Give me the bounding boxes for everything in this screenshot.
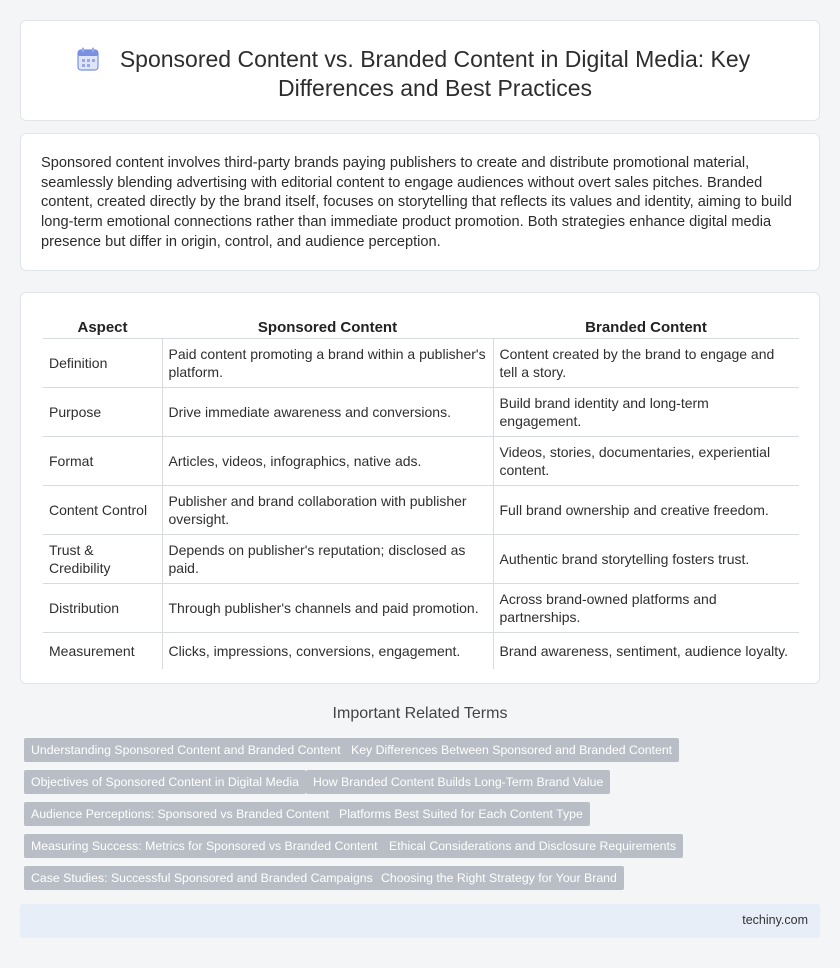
- branded-cell: Authentic brand storytelling fosters trust.: [493, 534, 799, 583]
- related-term-link[interactable]: How Branded Content Builds Long-Term Brand Value: [306, 770, 610, 794]
- related-terms-heading: Important Related Terms: [332, 705, 508, 722]
- related-term-link[interactable]: Objectives of Sponsored Content in Digital Media: [24, 770, 306, 794]
- sponsored-cell: Clicks, impressions, conversions, engagement.: [162, 632, 493, 669]
- footer: [20, 904, 820, 938]
- page-title-line-1: Sponsored Content vs. Branded Content in Digital Media: Key: [119, 46, 751, 72]
- branded-cell: Build brand identity and long-term engagement.: [493, 387, 799, 436]
- table-row: [43, 534, 799, 583]
- table-row: [43, 338, 799, 387]
- sponsored-cell: Paid content promoting a brand within a publisher's platform.: [162, 338, 493, 387]
- sponsored-cell: Through publisher's channels and paid promotion.: [162, 583, 493, 632]
- branded-cell: Videos, stories, documentaries, experiential content.: [493, 436, 799, 485]
- aspect-cell: Trust & Credibility: [43, 534, 162, 583]
- header-sponsored: Sponsored Content: [162, 315, 493, 338]
- related-term-link[interactable]: Choosing the Right Strategy for Your Brand: [374, 866, 624, 890]
- header-branded: Branded Content: [493, 315, 799, 338]
- comparison-table: [43, 315, 799, 669]
- related-term-link[interactable]: Audience Perceptions: Sponsored vs Branded Content: [24, 802, 336, 826]
- aspect-cell: Distribution: [43, 583, 162, 632]
- page-title-line-2: Differences and Best Practices: [277, 75, 593, 101]
- header-aspect: Aspect: [43, 315, 162, 338]
- related-term-link[interactable]: Ethical Considerations and Disclosure Requirements: [382, 834, 683, 858]
- aspect-cell: Measurement: [43, 632, 162, 669]
- related-term-link[interactable]: Case Studies: Successful Sponsored and Branded Campaigns: [24, 866, 380, 890]
- table-header-row: [43, 315, 799, 338]
- branded-cell: Content created by the brand to engage and tell a story.: [493, 338, 799, 387]
- table-row: [43, 436, 799, 485]
- title-card: [20, 20, 820, 121]
- branded-cell: Full brand ownership and creative freedom.: [493, 485, 799, 534]
- sponsored-cell: Drive immediate awareness and conversions.: [162, 387, 493, 436]
- sponsored-cell: Publisher and brand collaboration with publisher oversight.: [162, 485, 493, 534]
- page-title: [91, 45, 779, 103]
- sponsored-cell: Depends on publisher's reputation; disclosed as paid.: [162, 534, 493, 583]
- table-row: [43, 583, 799, 632]
- intro-card: [20, 133, 820, 271]
- table-row: [43, 485, 799, 534]
- related-term-link[interactable]: Understanding Sponsored Content and Branded Content: [24, 738, 348, 762]
- related-term-link[interactable]: Key Differences Between Sponsored and Branded Content: [344, 738, 679, 762]
- branded-cell: Brand awareness, sentiment, audience loyalty.: [499, 642, 788, 659]
- aspect-cell: Definition: [43, 338, 162, 387]
- comparison-card: [20, 292, 820, 684]
- related-term-link[interactable]: Platforms Best Suited for Each Content Type: [332, 802, 590, 826]
- related-term-link[interactable]: Measuring Success: Metrics for Sponsored vs Branded Content: [24, 834, 385, 858]
- aspect-cell: Format: [43, 436, 162, 485]
- sponsored-cell: Articles, videos, infographics, native ads.: [162, 436, 493, 485]
- footer-site-name: techiny.com: [742, 913, 808, 927]
- aspect-cell: Purpose: [43, 387, 162, 436]
- intro-paragraph: Sponsored content involves third-party brands paying publishers to create and distribute promotional material, seamlessly blending advertising with editorial content to engage audiences without overt sales pitches. Branded content, created directly by the brand itself, focuses on storytelling that reflects its values and identity, aiming to build long-term emotional connections rather than immediate product promotion. Both strategies enhance digital media presence but differ in origin, control, and audience perception.: [41, 155, 792, 250]
- table-row: [43, 632, 799, 669]
- branded-cell: Across brand-owned platforms and partnerships.: [493, 583, 799, 632]
- aspect-cell: Content Control: [43, 485, 162, 534]
- table-row: [43, 387, 799, 436]
